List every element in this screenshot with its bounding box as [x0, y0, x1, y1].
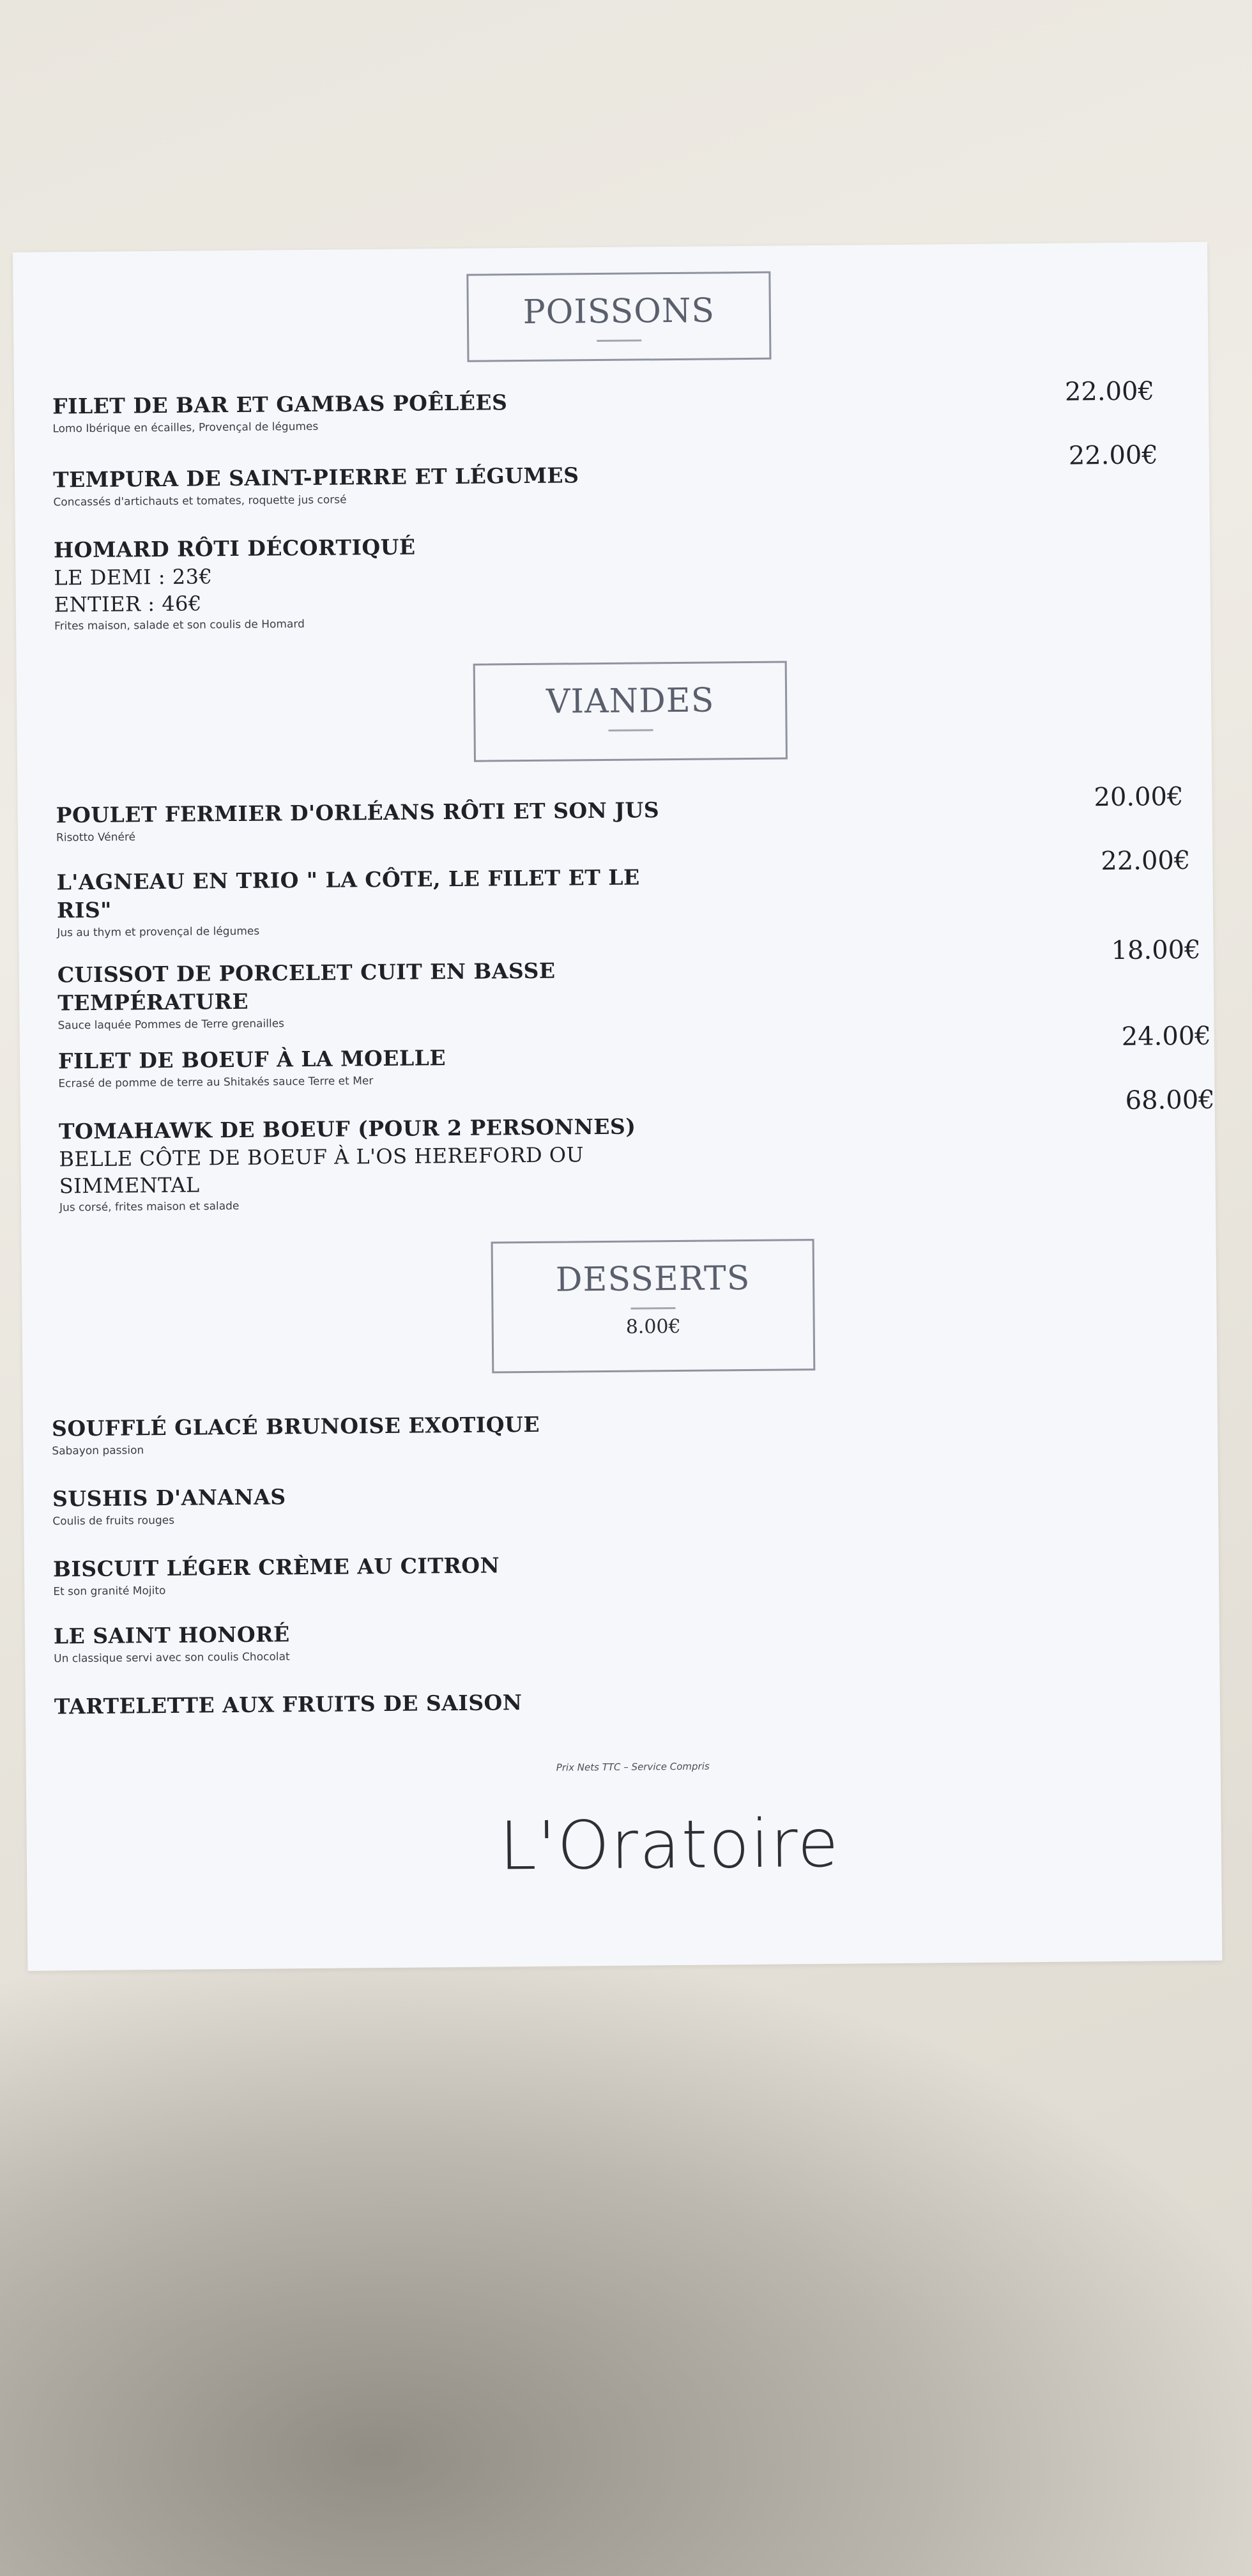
item-price: 22.00€	[1101, 845, 1191, 877]
section-divider	[597, 339, 641, 342]
menu-item-agneau	[56, 863, 640, 941]
item-price: 18.00€	[1111, 935, 1201, 966]
item-name: SUSHIS D'ANANAS	[52, 1484, 286, 1512]
item-name: FILET DE BAR ET GAMBAS POÊLÉES	[52, 390, 508, 419]
desserts-title: DESSERTS	[555, 1259, 751, 1300]
item-desc: Risotto Vénéré	[56, 831, 136, 845]
item-subtitle: SIMMENTAL	[59, 1172, 200, 1199]
item-name: LE SAINT HONORÉ	[53, 1621, 290, 1649]
menu-item-biscuit	[53, 1551, 500, 1600]
menu-item-tartelette	[54, 1689, 523, 1721]
viandes-title: VIANDES	[546, 681, 715, 721]
menu-item-souffle	[52, 1411, 540, 1460]
menu-sheet	[13, 242, 1222, 1971]
item-price: 20.00€	[1094, 782, 1184, 813]
item-desc: Jus au thym et provençal de légumes	[57, 924, 260, 940]
item-option: LE DEMI : 23€	[54, 564, 213, 590]
item-name: BISCUIT LÉGER CRÈME AU CITRON	[52, 1552, 500, 1582]
menu-item-tomahawk	[59, 1113, 637, 1216]
item-name: SOUFFLÉ GLACÉ BRUNOISE EXOTIQUE	[51, 1411, 540, 1441]
item-name: CUISSOT DE PORCELET CUIT EN BASSE	[57, 958, 556, 988]
item-name-cont: TEMPÉRATURE	[57, 988, 249, 1016]
item-name-cont: RIS"	[56, 897, 112, 923]
item-price: 22.00€	[1068, 440, 1159, 471]
item-desc: Ecrasé de pomme de terre au Shitakés sauce Terre et Mer	[58, 1075, 374, 1091]
item-price: 22.00€	[1064, 376, 1155, 407]
item-price: 24.00€	[1121, 1021, 1211, 1052]
table-shadow	[0, 1968, 1252, 2576]
item-name: TOMAHAWK DE BOEUF (POUR 2 PERSONNES)	[58, 1114, 636, 1144]
price-note: Prix Nets TTC – Service Compris	[556, 1760, 710, 1774]
menu-item-cuissot	[57, 957, 556, 1034]
item-desc: Lomo Ibérique en écailles, Provençal de légumes	[52, 420, 319, 436]
desserts-header	[491, 1239, 816, 1373]
item-desc: Un classique servi avec son coulis Chocolat	[54, 1650, 290, 1666]
section-divider	[630, 1307, 675, 1310]
item-desc: Et son granité Mojito	[53, 1584, 166, 1598]
item-desc: Frites maison, salade et son coulis de Homard	[54, 618, 305, 633]
item-name: TEMPURA DE SAINT-PIERRE ET LÉGUMES	[52, 463, 579, 493]
item-name: POULET FERMIER D'ORLÉANS RÔTI ET SON JUS	[56, 797, 660, 828]
menu-item-saint-honore	[54, 1620, 290, 1667]
item-name: TARTELETTE AUX FRUITS DE SAISON	[54, 1690, 523, 1719]
menu-item-homard	[54, 533, 416, 635]
menu-item-filet-de-bar	[52, 388, 508, 437]
menu-item-sushis	[52, 1483, 286, 1529]
item-name: L'AGNEAU EN TRIO " LA CÔTE, LE FILET ET LE	[56, 864, 640, 895]
item-desc: Jus corsé, frites maison et salade	[59, 1199, 240, 1215]
item-desc: Sabayon passion	[52, 1444, 144, 1458]
item-name: HOMARD RÔTI DÉCORTIQUÉ	[53, 534, 416, 563]
desserts-price: 8.00€	[625, 1315, 681, 1338]
poissons-header	[466, 272, 771, 362]
menu-item-poulet	[56, 796, 660, 846]
item-price: 68.00€	[1125, 1085, 1215, 1116]
item-desc: Sauce laquée Pommes de Terre grenailles	[57, 1017, 285, 1032]
poissons-title: POISSONS	[523, 291, 715, 332]
item-desc: Concassés d'artichauts et tomates, roquette jus corsé	[53, 493, 347, 509]
item-option: ENTIER : 46€	[54, 591, 202, 617]
item-subtitle: BELLE CÔTE DE BOEUF À L'OS HEREFORD OU	[59, 1142, 584, 1172]
section-divider	[608, 729, 653, 732]
viandes-header	[473, 661, 788, 762]
menu-item-tempura	[53, 461, 579, 510]
item-desc: Coulis de fruits rouges	[52, 1514, 175, 1528]
menu-item-filet-de-boeuf	[58, 1044, 447, 1092]
restaurant-logo: L'Oratoire	[499, 1804, 840, 1885]
item-name: FILET DE BOEUF À LA MOELLE	[57, 1045, 447, 1074]
